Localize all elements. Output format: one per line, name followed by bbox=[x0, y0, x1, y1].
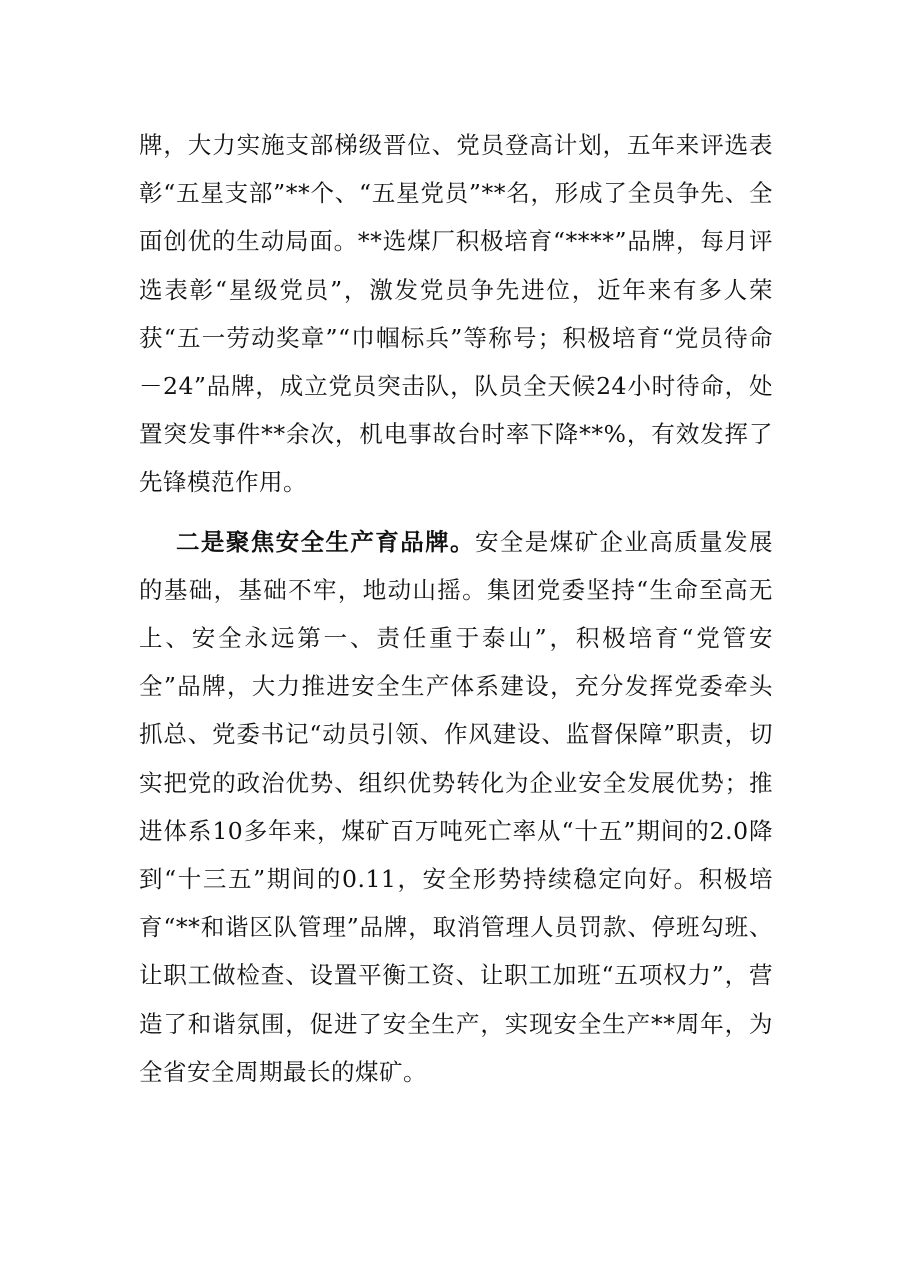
paragraph-1-text: 牌，大力实施支部梯级晋位、党员登高计划，五年来评选表彰“五星支部”**个、“五星党员”**名，形成了全员争先、全面创优的生动局面。**选煤厂积极培育“****”品牌，每月评选表彰“星级党员”，激发党员争先进位，近年来有多人荣获“五一劳动奖章”“巾帼标兵”等称号；积极培育“党员待命－24”品牌，成立党员突击队，队员全天候24小时待命，处置突发事件**余次，机电事故台时率下降**%，有效发挥了先锋模范作用。 bbox=[139, 131, 773, 497]
paragraph-2 bbox=[139, 518, 773, 1096]
paragraph-2-heading: 二是聚焦安全生产育品牌。 bbox=[176, 527, 475, 556]
paragraph-1 bbox=[139, 121, 773, 507]
document-body bbox=[139, 121, 773, 1096]
paragraph-2-text: 安全是煤矿企业高质量发展的基础，基础不牢，地动山摇。集团党委坚持“生命至高无上、安全永远第一、责任重于泰山”，积极培育“党管安全”品牌，大力推进安全生产体系建设，充分发挥党委牵头抓总、党委书记“动员引领、作风建设、监督保障”职责，切实把党的政治优势、组织优势转化为企业安全发展优势；推进体系10多年来，煤矿百万吨死亡率从“十五”期间的2.0降到“十三五”期间的0.11，安全形势持续稳定向好。积极培育“**和谐区队管理”品牌，取消管理人员罚款、停班勾班、让职工做检查、设置平衡工资、让职工加班“五项权力”，营造了和谐氛围，促进了安全生产，实现安全生产**周年，为全省安全周期最长的煤矿。 bbox=[139, 527, 774, 1086]
